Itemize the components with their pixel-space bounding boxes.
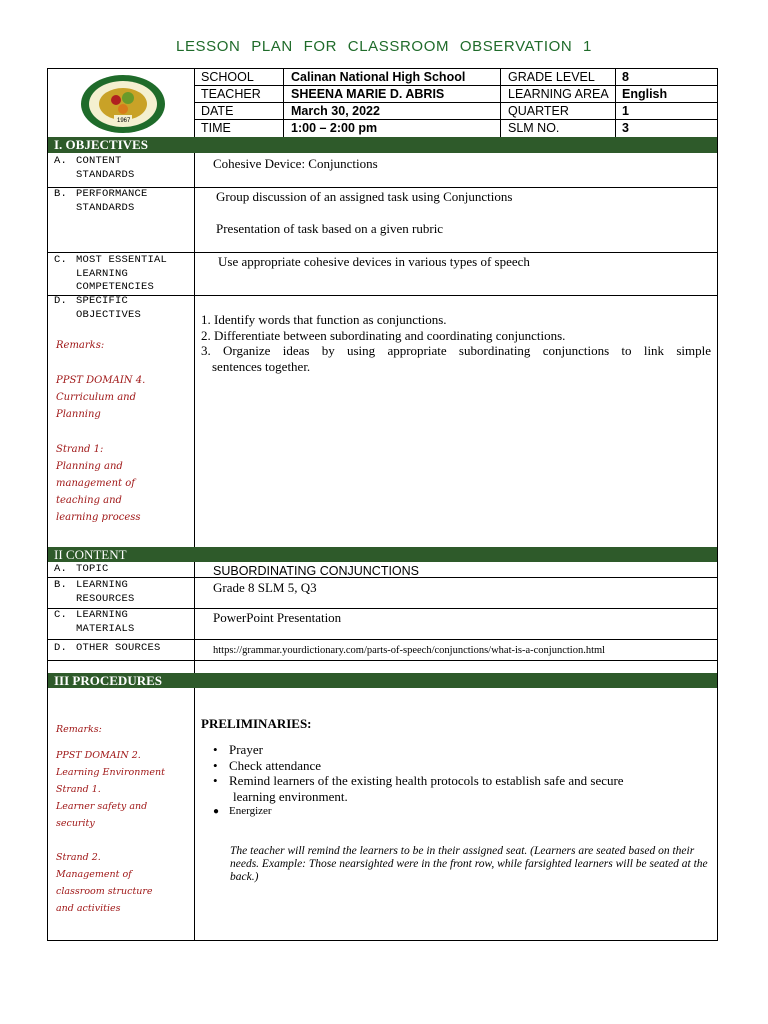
preliminaries-heading: PRELIMINARIES: <box>201 716 312 731</box>
objectives-heading: I. OBJECTIVES <box>48 137 717 153</box>
time-value: 1:00 – 2:00 pm <box>291 121 378 135</box>
performance-standards-1: Group discussion of an assigned task using Conjunctions <box>216 189 513 204</box>
learning-resources-value: Grade 8 SLM 5, Q3 <box>213 580 317 595</box>
teacher-label: TEACHER <box>201 87 261 101</box>
list-item: • Check attendance <box>213 757 322 773</box>
quarter-value: 1 <box>622 104 629 118</box>
seating-note: The teacher will remind the learners to be in their assigned seat. (Learners are seated based on their needs. Example: Those nearsighted were in the front row, while farsighted learners will be seated at the back.) <box>230 845 708 883</box>
topic-value: SUBORDINATING CONJUNCTIONS <box>213 564 420 578</box>
list-item: • Remind learners of the existing health protocols to establish safe and secure <box>213 773 624 788</box>
lesson-plan-table <box>47 68 718 941</box>
list-item: • Prayer <box>213 742 263 757</box>
learning-materials-label: C. LEARNING MATERIALS <box>54 609 135 635</box>
list-item: ● Energizer <box>213 805 272 817</box>
other-sources-link[interactable]: https://grammar.yourdictionary.com/parts-of-speech/conjunctions/what-is-a-conjunction.html <box>213 645 606 656</box>
slm-value: 3 <box>622 121 629 135</box>
learning-resources-label: B. LEARNING RESOURCES <box>54 579 135 605</box>
content-heading: II CONTENT <box>48 547 717 562</box>
procedures-heading: III PROCEDURES <box>48 673 717 688</box>
date-value: March 30, 2022 <box>291 104 380 118</box>
area-label: LEARNING AREA <box>508 87 609 101</box>
list-item: learning environment. <box>233 788 348 804</box>
list-item: sentences together. <box>212 358 311 374</box>
topic-label: A. TOPIC <box>54 563 109 575</box>
date-label: DATE <box>201 104 234 118</box>
list-item: 3. Organize ideas by using appropriate subordinating conjunctions to link simple <box>201 343 711 358</box>
grade-value: 8 <box>622 70 629 84</box>
time-label: TIME <box>201 121 231 135</box>
specific-objectives-list <box>201 312 711 374</box>
content-standards-value: Cohesive Device: Conjunctions <box>213 156 378 171</box>
grade-label: GRADE LEVEL <box>508 70 595 84</box>
learning-materials-value: PowerPoint Presentation <box>213 610 342 625</box>
logo-year: 1967 <box>117 118 131 124</box>
slm-label: SLM NO. <box>508 121 560 135</box>
list-item: 1. Identify words that function as conjunctions. <box>201 312 447 327</box>
school-value: Calinan National High School <box>291 70 466 84</box>
specific-objectives-label: D. SPECIFIC OBJECTIVES <box>54 295 142 321</box>
mel-competencies-value: Use appropriate cohesive devices in various types of speech <box>218 254 530 269</box>
objectives-remarks: Remarks: PPST DOMAIN 4. Curriculum and Planning Strand 1: Planning and management of teaching and learning process <box>56 340 146 523</box>
school-label: SCHOOL <box>201 70 254 84</box>
page-title: LESSON PLAN FOR CLASSROOM OBSERVATION 1 <box>176 38 592 55</box>
area-value: English <box>622 87 668 101</box>
procedures-remarks: Remarks: PPST DOMAIN 2. Learning Environment Strand 1. Learner safety and security Strand 2. Management of classroom structure and activities <box>56 724 165 914</box>
other-sources-label: D. OTHER SOURCES <box>54 642 161 654</box>
performance-standards-2: Presentation of task based on a given rubric <box>216 221 444 236</box>
mel-competencies-label: C. MOST ESSENTIAL LEARNING COMPETENCIES <box>54 254 168 293</box>
content-standards-label: A. CONTENT STANDARDS <box>54 155 135 181</box>
teacher-value: SHEENA MARIE D. ABRIS <box>291 87 445 101</box>
quarter-label: QUARTER <box>508 104 569 118</box>
preliminaries-list <box>201 742 711 820</box>
performance-standards-label: B. PERFORMANCE STANDARDS <box>54 188 148 214</box>
school-seal-icon <box>78 73 168 135</box>
list-item: 2. Differentiate between subordinating and coordinating conjunctions. <box>201 327 566 343</box>
